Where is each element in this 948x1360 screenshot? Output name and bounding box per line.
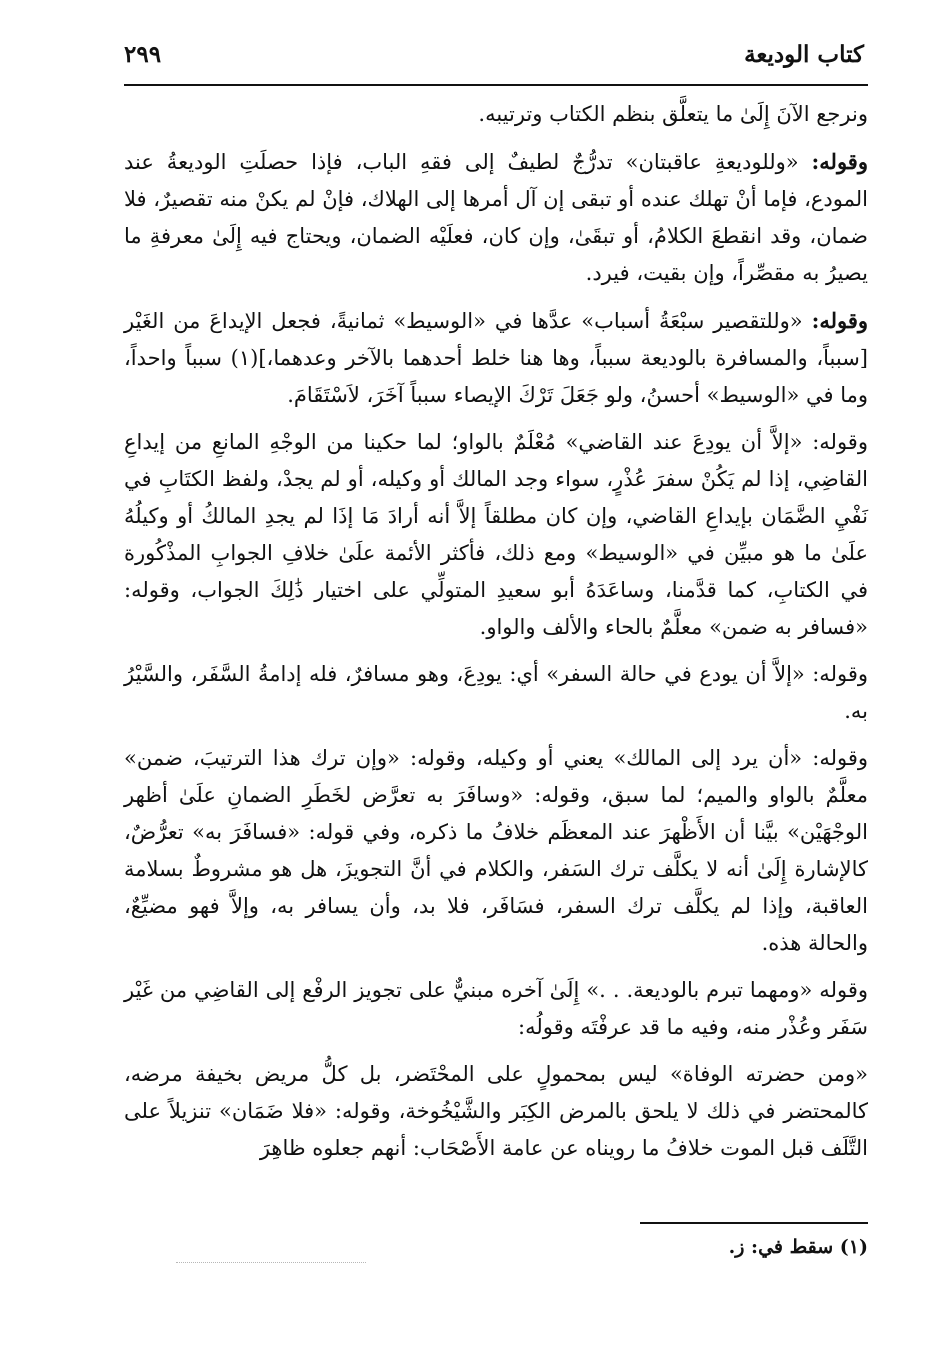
body-text xyxy=(124,96,868,1177)
paragraph-4 xyxy=(124,424,868,646)
paragraph-lead: وقوله: xyxy=(811,308,868,333)
book-title: كتاب الوديعة xyxy=(744,40,864,68)
page-header xyxy=(124,30,864,78)
paragraph-2 xyxy=(124,143,868,292)
paragraph-6 xyxy=(124,740,868,962)
paragraph-7 xyxy=(124,972,868,1046)
paragraph-text: وقوله: «إلاَّ أن يودع في حالة السفر» أي: يودِعَ، وهو مسافرٌ، فله إدامةُ السَّفَر، والسَّيْرُ به. xyxy=(124,662,868,723)
scan-artifact xyxy=(176,1262,366,1269)
paragraph-text: وقوله: «إلاَّ أن يودِعَ عند القاضي» مُعْلَمٌ بالواو؛ لما حكينا من الوجْهِ المانعِ من إيداعِ القاضِي، إذا لم يَكُنْ سفرَ عُذْرٍ، سواء وجد المالك أو وكيله، أو لم يجدْ، ولفظ الكتَابِ في نَفْيِ الضَّمَان بإيداعِ القاضي، وإن كان مطلقاً إلاَّ أنه أرادَ مَا إذَا لم يجدِ المالكُ أو وكيلُهُ علَىٰ ما هو مبيِّن في «الوسيط» ومع ذلك، فأكثر الأئمة علَىٰ خلافِ الجوابِ المذْكُورة في الكتابِ، كما قدَّمنا، وساعَدَهُ أبو سعيدِ المتولِّي على اختيار ذَٰلِكَ الجواب، وقوله: «فسافر به ضمن» معلَّمٌ بالحاء والألف والواو. xyxy=(124,430,868,639)
footnote: (١) سقط في: ز. xyxy=(728,1236,868,1258)
paragraph-text: «وللتقصير سبْعَةُ أسباب» عدَّها في «الوسيط» ثمانيةً، فجعل الإيداعَ من الغَيْر [سبباً، والمسافرة بالوديعة سبباً، وها هنا خلط أحدهما بالآخر وعدهما،](١) سبباً واحداً، وما في «الوسيط» أحسنُ، ولو جَعَلَ تَرْكَ الإيصاء سبباً آخَرَ، لاَسْتَقَامَ. xyxy=(124,309,868,407)
header-divider xyxy=(124,84,868,86)
page-number: ٢٩٩ xyxy=(124,40,162,68)
paragraph-3 xyxy=(124,302,868,414)
paragraph-text: «ومن حضرته الوفاة» ليس بمحمولٍ على المحْتَضر، بل كلُّ مريض بخيفة مرضه، كالمحتضر في ذلك لا يلحق بالمرض الكِبَر والشَّيْخُوخة، وقوله: «فلا ضَمَان» تنزيلاً على التَّلَف قبل الموت خلافُ ما رويناه عن عامة الأَصْحَاب: أنهم جعلوه ظاهِرَ xyxy=(124,1062,868,1160)
paragraph-1 xyxy=(124,96,868,133)
paragraph-text: وقوله «ومهما تبرم بالوديعة. . .» إِلَىٰ آخره مبنيٌّ على تجويز الرفْع إلى القاضِي من غَيْر سَفَر وعُذْر منه، وفيه ما قد عرفْتَه وقولُه: xyxy=(124,978,868,1039)
paragraph-5 xyxy=(124,656,868,730)
paragraph-text: ونرجع الآنَ إِلَىٰ ما يتعلَّق بنظم الكتاب وترتيبه. xyxy=(478,102,868,126)
paragraph-8 xyxy=(124,1056,868,1167)
paragraph-text: وقوله: «أن يرد إلى المالك» يعني أو وكيله، وقوله: «وإن ترك هذا الترتيبَ، ضمن» معلَّمٌ بالواو والميم؛ لما سبق، وقوله: «وسافَرَ به تعرَّض لخَطَرِ الضمانِ علَىٰ أظهر الوجْهَيْن» بيَّنا أن الأَظْهرَ عند المعظَم خلافُ ما ذكره، وفي قوله: «فسافَرَ به» تعرُّضٌ، كالإشارة إِلَىٰ أنه لا يكلَّف ترك السَفر، والكلام في أنَّ التجويزَ، هل هو مشروطٌ بسلامة العاقبة، وإذا لم يكلَّف ترك السفر، فسَافَر، فلا بد، وأن يسافر به، وإلاَّ فهو مضيِّعٌ، والحالة هذه. xyxy=(124,746,868,955)
paragraph-text: «وللوديعةِ عاقبتان» تدرُّجٌ لطيفٌ إلى فقهِ الباب، فإذا حصلَتِ الوديعةُ عند المودع، فإما أنْ تهلك عنده أو تبقى إن آل أمرها إلى الهلاك، فإنْ لم يكنْ منه تقصيرٌ، فلا ضمان، وقد انقطعَ الكلامُ، أو تبقَىٰ، وإن كان، فعلَيْه الضمان، ويحتاج فيه إِلَىٰ معرفةِ ما يصيرُ به مقصِّراً، وإن بقيت، فيرد. xyxy=(124,150,868,285)
footnote-divider xyxy=(640,1222,868,1224)
paragraph-lead: وقوله: xyxy=(811,149,868,174)
